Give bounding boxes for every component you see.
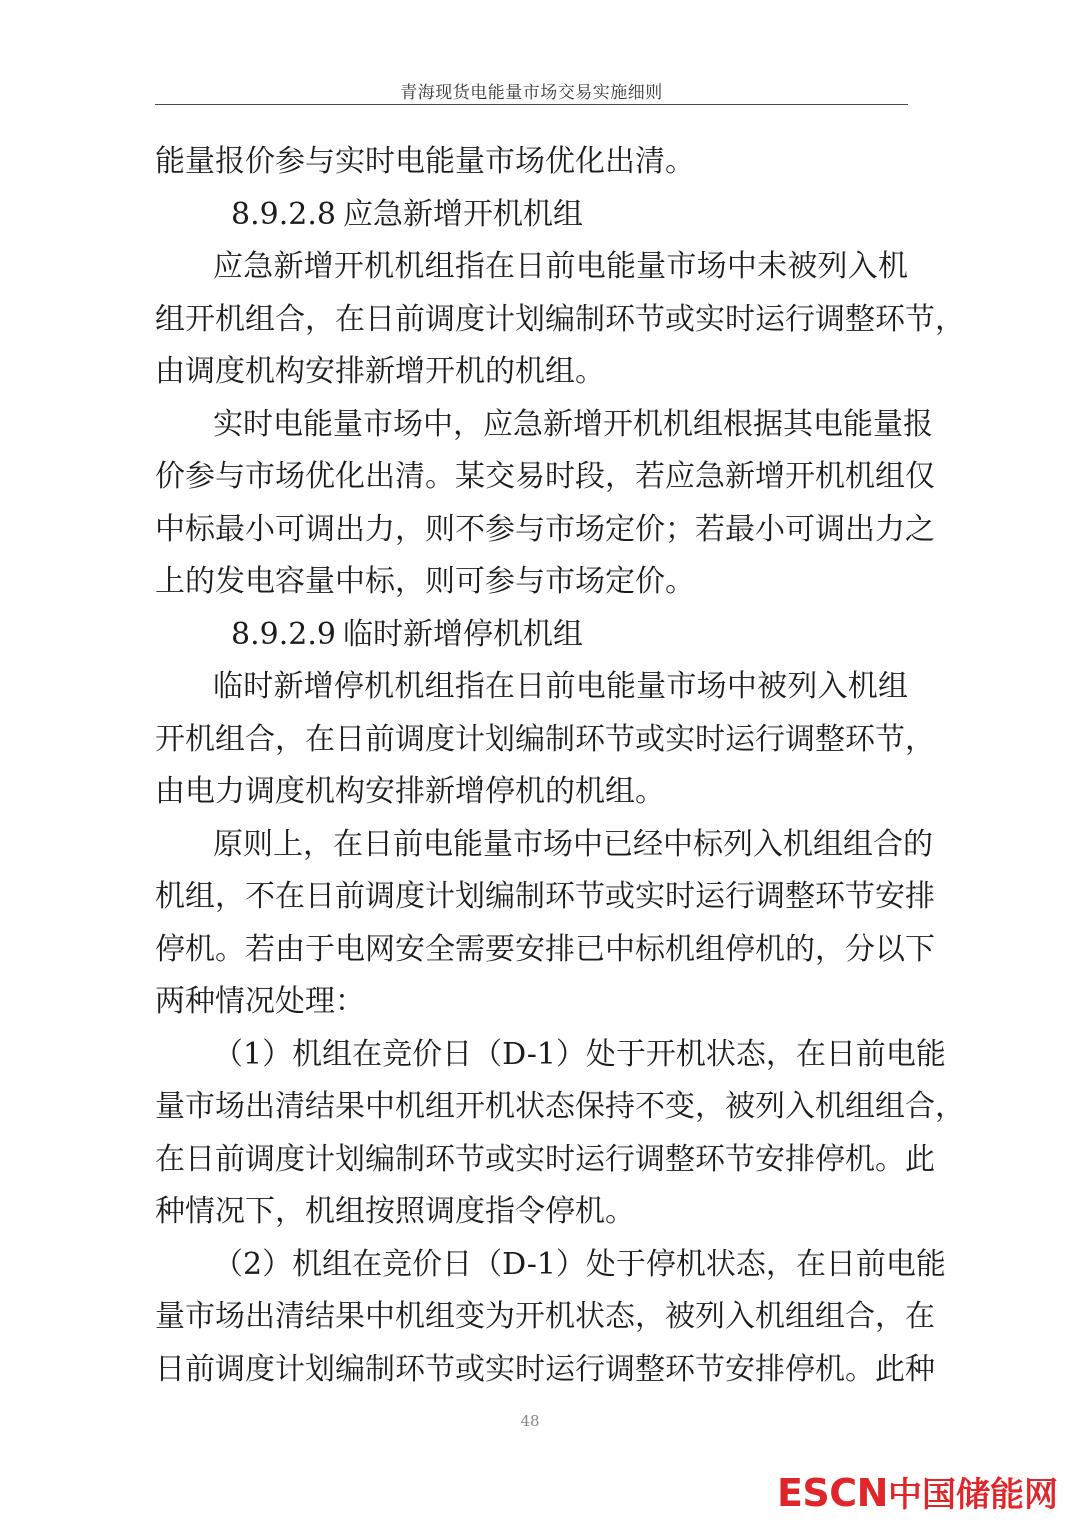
text-line: 量市场出清结果中机组变为开机状态，被列入机组组合，在: [155, 1299, 935, 1334]
text-line: 种情况下，机组按照调度指令停机。: [155, 1194, 635, 1229]
text-line: （2）机组在竞价日（D-1）处于停机状态，在日前电能: [213, 1246, 946, 1282]
text-line: 应急新增开机机组指在日前电能量市场中未被列入机: [213, 249, 908, 284]
text-line: 机组，不在日前调度计划编制环节或实时运行调整环节安排: [155, 879, 935, 914]
section-number: 8.9.2.9: [231, 616, 336, 652]
text-line: 价参与市场优化出清。某交易时段，若应急新增开机机组仅: [155, 459, 935, 494]
watermark-latin: ESCN: [776, 1471, 888, 1515]
text-line: 能量报价参与实时电能量市场优化出清。: [155, 144, 695, 179]
text-line: 上的发电容量中标，则可参与市场定价。: [155, 564, 695, 599]
header-divider: [155, 104, 908, 105]
text-line: 中标最小可调出力，则不参与市场定价；若最小可调出力之: [155, 511, 935, 547]
escn-watermark-logo: [777, 1467, 1058, 1516]
text-line: 停机。若由于电网安全需要安排已中标机组停机的，分以下: [155, 931, 935, 967]
text-line: 量市场出清结果中机组开机状态保持不变，被列入机组组合，: [155, 1089, 965, 1124]
page-number: 48: [520, 1412, 540, 1430]
section-heading-8-9-2-9: [155, 609, 908, 662]
document-body: [155, 136, 965, 1396]
section-title: 临时新增停机机组: [343, 616, 583, 652]
text-line: 由电力调度机构安排新增停机的机组。: [155, 774, 665, 809]
section-number: 8.9.2.8: [231, 196, 336, 232]
text-line: 临时新增停机机组指在日前电能量市场中被列入机组: [213, 669, 908, 704]
text-line: 在日前调度计划编制环节或实时运行调整环节安排停机。此: [155, 1141, 935, 1177]
text-line: 开机组合，在日前调度计划编制环节或实时运行调整环节，: [155, 721, 935, 757]
text-line: 由调度机构安排新增开机的机组。: [155, 354, 605, 389]
text-line: 日前调度计划编制环节或实时运行调整环节安排停机。此种: [155, 1351, 935, 1387]
section-heading-8-9-2-8: [155, 189, 908, 242]
text-line: 原则上，在日前电能量市场中已经中标列入机组组合的: [213, 826, 933, 862]
text-line: 实时电能量市场中，应急新增开机机组根据其电能量报: [213, 406, 933, 442]
section-title: 应急新增开机机组: [343, 196, 583, 232]
text-line: （1）机组在竞价日（D-1）处于开机状态，在日前电能: [213, 1036, 946, 1072]
text-line: 组开机组合，在日前调度计划编制环节或实时运行调整环节，: [155, 301, 965, 337]
watermark-chinese: 中国储能网: [888, 1475, 1058, 1515]
page-header-title: 青海现货电能量市场交易实施细则: [400, 83, 663, 103]
text-line: 两种情况处理：: [155, 984, 365, 1019]
